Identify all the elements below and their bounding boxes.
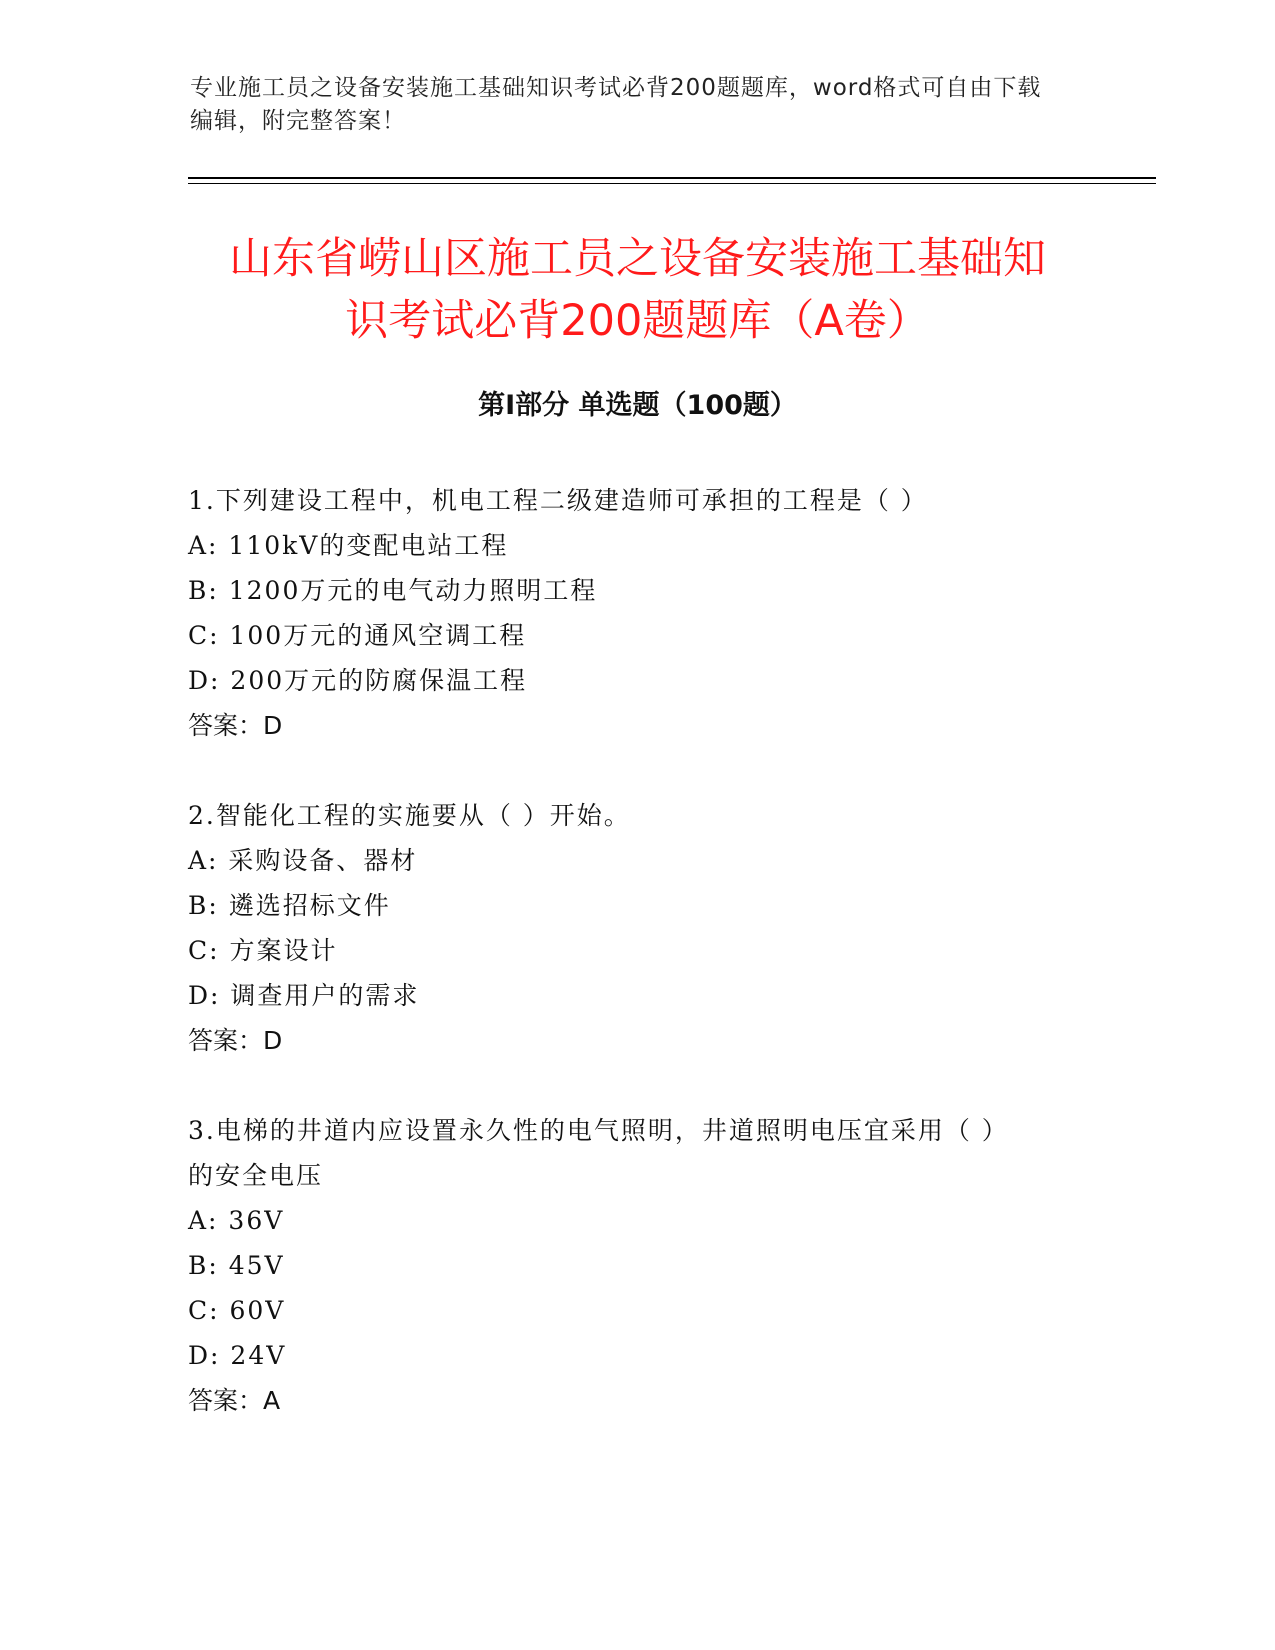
- question-stem: [188, 793, 1088, 838]
- question-2: [188, 793, 1088, 1063]
- option-a: A: 36V: [188, 1206, 285, 1235]
- question-stem: [188, 1108, 1088, 1198]
- option-d: D: 24V: [188, 1341, 287, 1370]
- question-list: [188, 478, 1088, 1468]
- answer-line: 答案：D: [188, 711, 283, 740]
- header-divider-thick: [188, 177, 1156, 179]
- option-a: A: 采购设备、器材: [188, 846, 418, 875]
- answer-line: 答案：D: [188, 1026, 283, 1055]
- option-d: D: 调查用户的需求: [188, 981, 420, 1010]
- question-3: [188, 1108, 1088, 1423]
- option-c: C: 60V: [188, 1296, 286, 1325]
- option-b: B: 遴选招标文件: [188, 891, 391, 920]
- option-b: B: 1200万元的电气动力照明工程: [188, 576, 598, 605]
- option-d: D: 200万元的防腐保温工程: [188, 666, 528, 695]
- answer-line: 答案：A: [188, 1386, 281, 1415]
- header-note-line1: 专业施工员之设备安装施工基础知识考试必背200题题库，word格式可自由下载: [190, 75, 1042, 101]
- question-stem-line: 1.下列建设工程中，机电工程二级建造师可承担的工程是（ ）: [188, 486, 928, 515]
- section-title: 第I部分 单选题（100题）: [478, 390, 797, 421]
- question-stem-line: 3.电梯的井道内应设置永久性的电气照明，井道照明电压宜采用（ ）: [188, 1116, 1009, 1145]
- header-divider-thin: [188, 183, 1156, 184]
- header-note-line2: 编辑，附完整答案！: [190, 108, 406, 134]
- option-b: B: 45V: [188, 1251, 285, 1280]
- option-a: A: 110kV的变配电站工程: [188, 531, 509, 560]
- option-c: C: 方案设计: [188, 936, 338, 965]
- option-c: C: 100万元的通风空调工程: [188, 621, 527, 650]
- question-stem-line: 的安全电压: [188, 1161, 324, 1190]
- question-stem: [188, 478, 1088, 523]
- header-note: [190, 72, 1090, 138]
- document-title-line1: 山东省崂山区施工员之设备安装施工基础知: [229, 234, 1046, 284]
- question-1: [188, 478, 1088, 748]
- document-title-line2: 识考试必背200题题库（A卷）: [345, 296, 930, 346]
- document-title: [150, 228, 1125, 352]
- question-stem-line: 2.智能化工程的实施要从（ ）开始。: [188, 801, 631, 830]
